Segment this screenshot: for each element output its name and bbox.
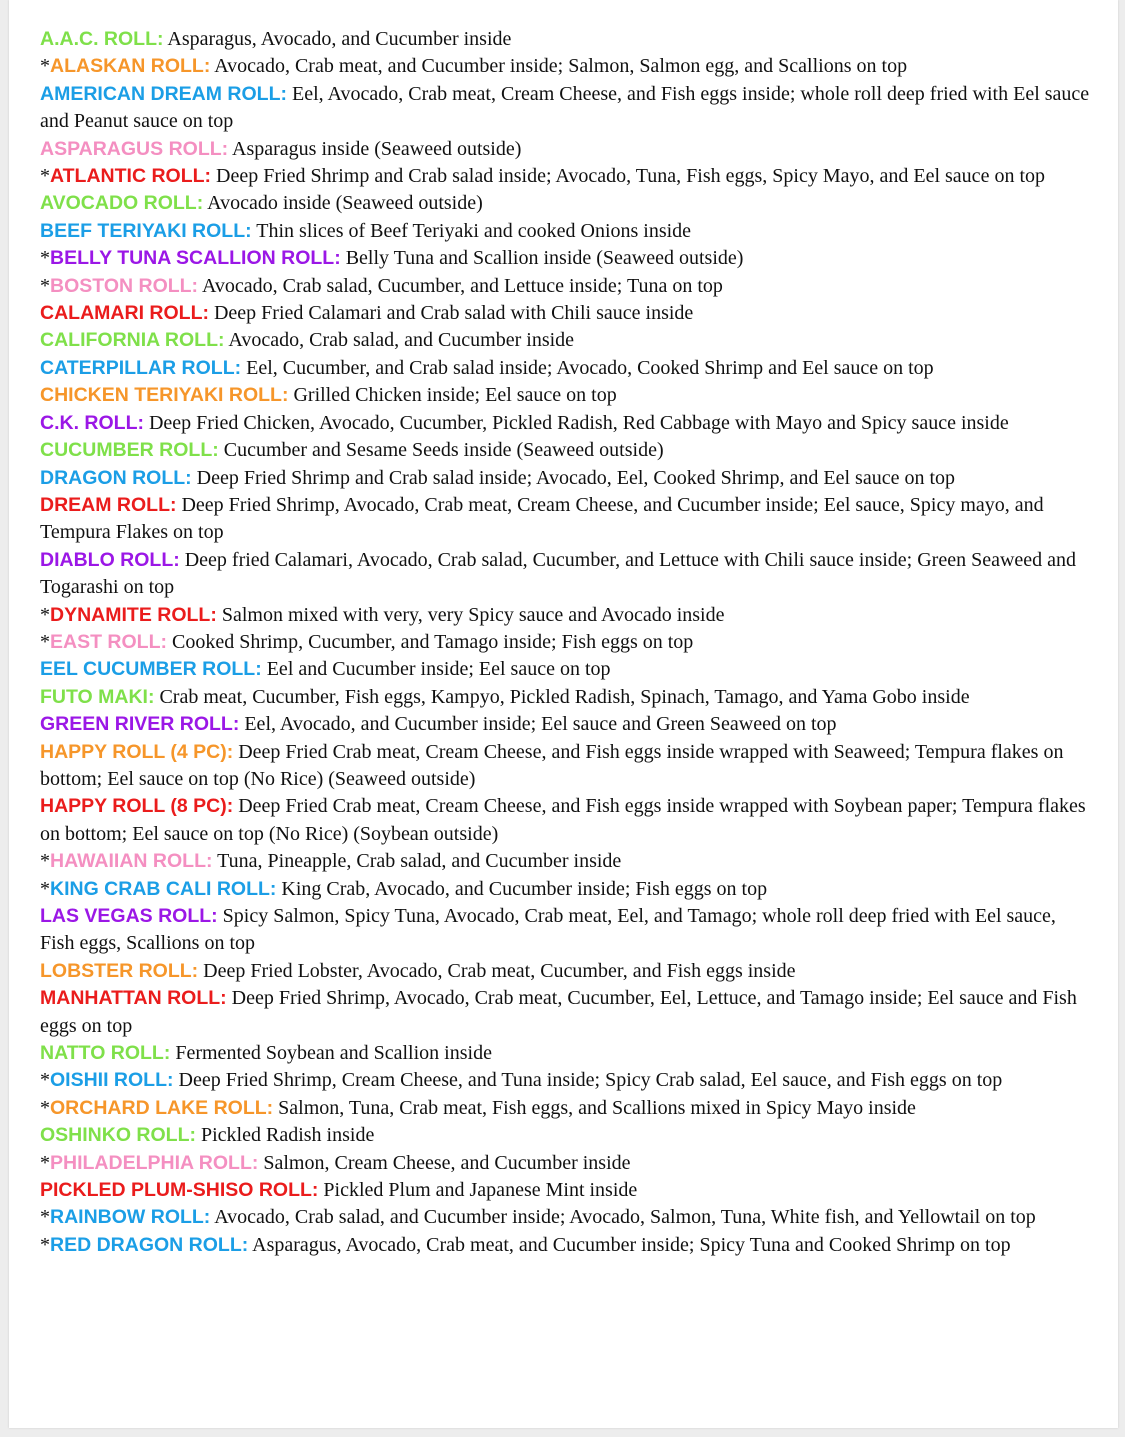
roll-description: Thin slices of Beef Teriyaki and cooked Onions inside: [251, 219, 692, 242]
roll-entry: [40, 958, 1090, 985]
roll-entry: [40, 163, 1090, 190]
roll-description: Deep Fried Chicken, Avocado, Cucumber, Pickled Radish, Red Cabbage with Mayo and Spicy sauce inside: [143, 411, 1009, 434]
roll-name: CHICKEN TERIYAKI ROLL:: [40, 384, 289, 407]
roll-entry: [40, 1177, 1090, 1204]
roll-description: Eel, Avocado, and Cucumber inside; Eel sauce and Green Seaweed on top: [239, 713, 837, 736]
roll-name: HAPPY ROLL (4 PC):: [40, 740, 234, 763]
roll-name: LOBSTER ROLL:: [40, 959, 199, 982]
roll-name: RED DRAGON ROLL:: [50, 1233, 249, 1256]
roll-name: HAPPY ROLL (8 PC):: [40, 795, 234, 818]
roll-description: Pickled Radish inside: [196, 1124, 375, 1147]
roll-entry: [40, 355, 1090, 382]
roll-description: Fermented Soybean and Scallion inside: [170, 1042, 492, 1065]
roll-description: Tuna, Pineapple, Crab salad, and Cucumber inside: [212, 850, 622, 873]
menu-page: [9, 0, 1118, 1428]
roll-entry: [40, 1122, 1090, 1149]
roll-entry: [40, 273, 1090, 300]
roll-entry: [40, 711, 1090, 738]
roll-entry: [40, 903, 1090, 958]
roll-entry: [40, 547, 1090, 602]
roll-entry: [40, 190, 1090, 217]
roll-description: Avocado, Crab salad, Cucumber, and Lettuce inside; Tuna on top: [198, 274, 723, 297]
roll-name: DIABLO ROLL:: [40, 548, 180, 571]
roll-name: DYNAMITE ROLL:: [50, 603, 217, 626]
roll-name: ATLANTIC ROLL:: [50, 165, 212, 188]
roll-description: Avocado, Crab salad, and Cucumber inside; Avocado, Salmon, Tuna, White fish, and Yellowtail on top: [210, 1206, 1036, 1229]
roll-description: Pickled Plum and Japanese Mint inside: [318, 1179, 638, 1202]
signature-marker: *: [40, 1096, 50, 1119]
roll-entry: [40, 53, 1090, 80]
roll-name: BOSTON ROLL:: [50, 274, 199, 297]
roll-description: Spicy Salmon, Spicy Tuna, Avocado, Crab meat, Eel, and Tamago; whole roll deep fried with Eel sauce, Fish eggs, Scallions on top: [40, 905, 1056, 955]
signature-marker: *: [40, 630, 50, 653]
roll-entry: [40, 245, 1090, 272]
roll-name: AVOCADO ROLL:: [40, 192, 204, 215]
signature-marker: *: [40, 1206, 50, 1229]
roll-description: Avocado, Crab salad, and Cucumber inside: [224, 329, 575, 352]
roll-name: BEEF TERIYAKI ROLL:: [40, 219, 252, 242]
roll-entry: [40, 602, 1090, 629]
roll-entry: [40, 327, 1090, 354]
roll-entry: [40, 136, 1090, 163]
roll-entry: [40, 437, 1090, 464]
roll-description: Deep Fried Calamari and Crab salad with Chili sauce inside: [208, 302, 694, 325]
roll-entry: [40, 218, 1090, 245]
signature-marker: *: [40, 603, 50, 626]
signature-marker: *: [40, 850, 50, 873]
roll-description: Eel, Avocado, Crab meat, Cream Cheese, and Fish eggs inside; whole roll deep fried with Eel sauce and Peanut sauce on top: [40, 82, 1090, 133]
roll-menu-list: [40, 26, 1090, 1259]
roll-name: MANHATTAN ROLL:: [40, 987, 227, 1010]
signature-marker: *: [40, 1151, 50, 1174]
roll-name: RAINBOW ROLL:: [50, 1206, 211, 1229]
roll-name: CALIFORNIA ROLL:: [40, 329, 225, 352]
roll-entry: [40, 739, 1090, 794]
roll-entry: [40, 465, 1090, 492]
roll-description: Deep Fried Crab meat, Cream Cheese, and Fish eggs inside wrapped with Soybean paper; Tempura flakes on bottom; Eel sauce on top (No Rice) (Soybean outside): [40, 795, 1086, 845]
roll-description: Eel and Cucumber inside; Eel sauce on top: [261, 658, 611, 681]
roll-description: Deep fried Calamari, Avocado, Crab salad, Cucumber, and Lettuce with Chili sauce inside; Green Seaweed and Togarashi on top: [40, 548, 1077, 599]
roll-name: DRAGON ROLL:: [40, 466, 192, 489]
roll-entry: [40, 492, 1090, 547]
roll-entry: [40, 848, 1090, 875]
roll-name: NATTO ROLL:: [40, 1042, 171, 1065]
roll-description: Eel, Cucumber, and Crab salad inside; Avocado, Cooked Shrimp and Eel sauce on top: [241, 356, 934, 379]
roll-entry: [40, 793, 1090, 848]
signature-marker: *: [40, 1233, 50, 1256]
roll-entry: [40, 1067, 1090, 1094]
roll-entry: [40, 26, 1090, 53]
roll-description: Deep Fried Shrimp, Avocado, Crab meat, Cream Cheese, and Cucumber inside; Eel sauce, Spicy mayo, and Tempura Flakes on top: [40, 493, 1044, 544]
roll-description: Salmon mixed with very, very Spicy sauce and Avocado inside: [216, 603, 725, 626]
signature-marker: *: [40, 877, 50, 900]
roll-entry: [40, 1232, 1090, 1259]
roll-name: DREAM ROLL:: [40, 493, 177, 516]
roll-description: Avocado, Crab meat, and Cucumber inside; Salmon, Salmon egg, and Scallions on top: [210, 55, 908, 78]
roll-entry: [40, 81, 1090, 136]
roll-description: Asparagus inside (Seaweed outside): [228, 137, 522, 160]
roll-name: C.K. ROLL:: [40, 411, 144, 434]
roll-entry: [40, 629, 1090, 656]
signature-marker: *: [40, 1069, 50, 1092]
roll-name: GREEN RIVER ROLL:: [40, 713, 240, 736]
roll-name: EAST ROLL:: [50, 630, 167, 653]
roll-name: ASPARAGUS ROLL:: [40, 137, 229, 160]
roll-description: Deep Fried Shrimp and Crab salad inside; Avocado, Eel, Cooked Shrimp, and Eel sauce on top: [191, 466, 956, 489]
roll-description: Avocado inside (Seaweed outside): [203, 192, 483, 215]
roll-description: Salmon, Cream Cheese, and Cucumber inside: [258, 1151, 631, 1174]
roll-entry: [40, 1095, 1090, 1122]
roll-name: CALAMARI ROLL:: [40, 302, 209, 325]
signature-marker: *: [40, 247, 50, 270]
roll-name: OISHII ROLL:: [50, 1069, 174, 1092]
roll-name: CATERPILLAR ROLL:: [40, 356, 242, 379]
roll-description: Cucumber and Sesame Seeds inside (Seaweed outside): [218, 439, 664, 462]
roll-name: ORCHARD LAKE ROLL:: [50, 1096, 274, 1119]
roll-name: AMERICAN DREAM ROLL:: [40, 82, 287, 105]
roll-entry: [40, 1204, 1090, 1231]
roll-name: ALASKAN ROLL:: [50, 55, 211, 78]
roll-name: LAS VEGAS ROLL:: [40, 905, 218, 927]
roll-entry: [40, 382, 1090, 409]
roll-name: EEL CUCUMBER ROLL:: [40, 658, 262, 681]
roll-entry: [40, 1150, 1090, 1177]
roll-description: Grilled Chicken inside; Eel sauce on top: [288, 384, 617, 407]
roll-entry: [40, 1040, 1090, 1067]
roll-description: Deep Fried Shrimp and Crab salad inside; Avocado, Tuna, Fish eggs, Spicy Mayo, and Eel sauce on top: [211, 165, 1045, 188]
roll-description: King Crab, Avocado, and Cucumber inside; Fish eggs on top: [276, 877, 768, 900]
roll-name: OSHINKO ROLL:: [40, 1124, 196, 1147]
signature-marker: *: [40, 55, 50, 78]
roll-name: PHILADELPHIA ROLL:: [50, 1151, 259, 1174]
roll-description: Deep Fried Shrimp, Avocado, Crab meat, Cucumber, Eel, Lettuce, and Tamago inside; Eel sauce and Fish eggs on top: [40, 987, 1077, 1037]
roll-name: BELLY TUNA SCALLION ROLL:: [50, 247, 341, 270]
roll-entry: [40, 656, 1090, 683]
roll-entry: [40, 876, 1090, 903]
roll-description: Belly Tuna and Scallion inside (Seaweed outside): [340, 247, 744, 270]
roll-description: Asparagus, Avocado, Crab meat, and Cucumber inside; Spicy Tuna and Cooked Shrimp on top: [248, 1233, 1011, 1256]
roll-name: KING CRAB CALI ROLL:: [50, 877, 277, 900]
roll-entry: [40, 300, 1090, 327]
roll-name: A.A.C. ROLL:: [40, 28, 164, 50]
roll-description: Deep Fried Lobster, Avocado, Crab meat, Cucumber, and Fish eggs inside: [198, 959, 796, 982]
signature-marker: *: [40, 165, 50, 188]
signature-marker: *: [40, 274, 50, 297]
roll-name: HAWAIIAN ROLL:: [50, 850, 213, 873]
roll-description: Asparagus, Avocado, and Cucumber inside: [163, 28, 512, 50]
roll-description: Salmon, Tuna, Crab meat, Fish eggs, and Scallions mixed in Spicy Mayo inside: [273, 1096, 916, 1119]
roll-name: FUTO MAKI:: [40, 685, 155, 708]
roll-entry: [40, 985, 1090, 1040]
roll-name: PICKLED PLUM-SHISO ROLL:: [40, 1179, 319, 1202]
roll-description: Cooked Shrimp, Cucumber, and Tamago inside; Fish eggs on top: [167, 630, 694, 653]
roll-description: Deep Fried Shrimp, Cream Cheese, and Tuna inside; Spicy Crab salad, Eel sauce, and Fish eggs on top: [173, 1069, 1003, 1092]
roll-name: CUCUMBER ROLL:: [40, 439, 219, 462]
roll-entry: [40, 684, 1090, 711]
roll-description: Crab meat, Cucumber, Fish eggs, Kampyo, Pickled Radish, Spinach, Tamago, and Yama Gobo inside: [154, 685, 970, 708]
roll-entry: [40, 410, 1090, 437]
roll-description: Deep Fried Crab meat, Cream Cheese, and Fish eggs inside wrapped with Seaweed; Tempura flakes on bottom; Eel sauce on top (No Rice) (Seaweed outside): [40, 740, 1064, 790]
